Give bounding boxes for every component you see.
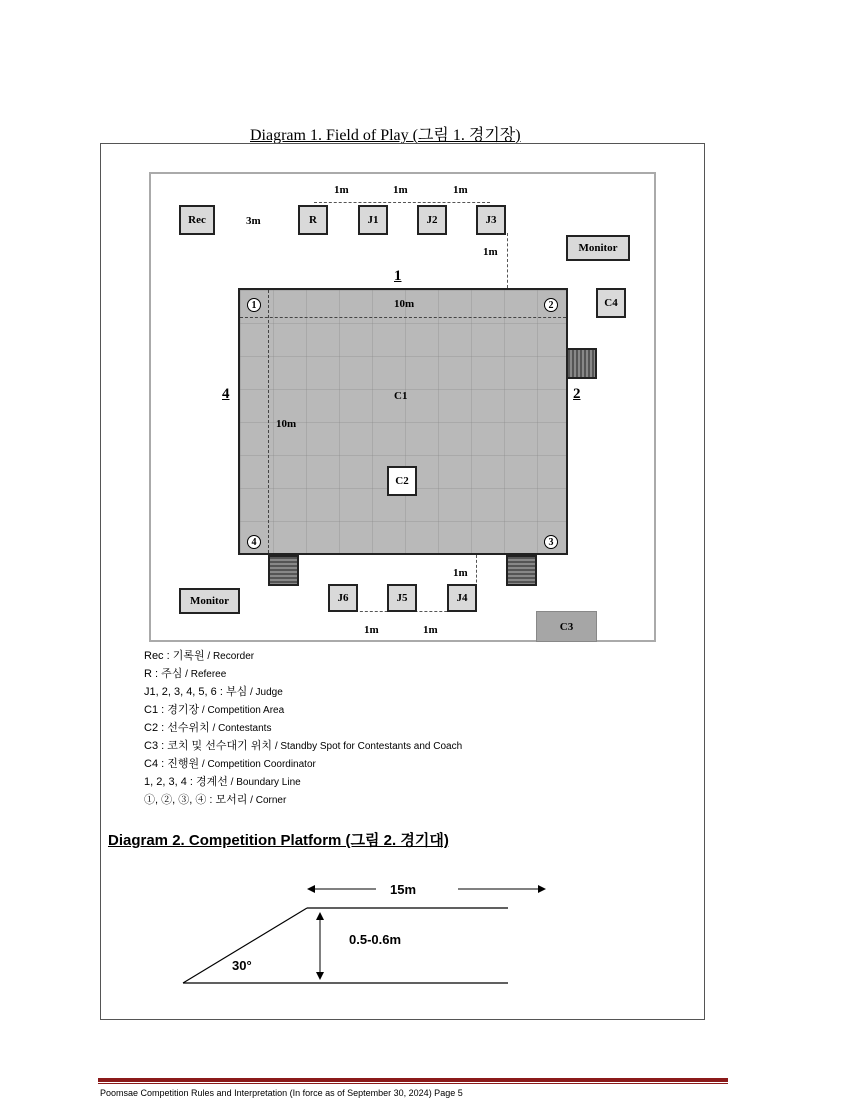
- steps-bottom-right: [506, 555, 537, 586]
- monitor-bottom-box: Monitor: [179, 588, 240, 614]
- legend-item: Rec : 기록원 / Recorder: [144, 650, 255, 662]
- legend-item: J1, 2, 3, 4, 5, 6 : 부심 / Judge: [144, 686, 283, 698]
- monitor-top-box: Monitor: [566, 235, 630, 261]
- j3-distance-1m: 1m: [483, 246, 498, 258]
- legend-item: C3 : 코치 및 선수대기 위치 / Standby Spot for Contestants and Coach: [144, 740, 463, 752]
- area-left-inner-line: [268, 290, 269, 553]
- judge-j2-box: J2: [417, 205, 447, 235]
- bottom-distance-1m-b: 1m: [423, 624, 438, 636]
- judge-j3-box: J3: [476, 205, 506, 235]
- referee-box: R: [298, 205, 328, 235]
- recorder-distance-3m: 3m: [246, 215, 261, 227]
- legend-item: C4 : 진행원 / Competition Coordinator: [144, 758, 316, 770]
- legend-item: C1 : 경기장 / Competition Area: [144, 704, 285, 716]
- top-distance-line: [314, 202, 490, 203]
- corner-2-marker: 2: [544, 298, 558, 312]
- area-height-label: 10m: [276, 418, 297, 430]
- footer-rule: [98, 1078, 728, 1082]
- boundary-label-1: 1: [394, 268, 402, 284]
- j3-distance-line: [507, 233, 508, 288]
- top-distance-1m-a: 1m: [334, 184, 349, 196]
- bottom-distance-1m-a: 1m: [364, 624, 379, 636]
- judge-j1-box: J1: [358, 205, 388, 235]
- platform-angle-label: 30°: [232, 958, 252, 973]
- judge-j6-box: J6: [328, 584, 358, 612]
- corner-4-marker: 4: [247, 535, 261, 549]
- judge-j5-box: J5: [387, 584, 417, 612]
- diagram2-title: Diagram 2. Competition Platform (그림 2. 경기대): [108, 832, 449, 849]
- corner-3-marker: 3: [544, 535, 558, 549]
- footer-text: Poomsae Competition Rules and Interpretation (In force as of September 30, 2024) Page 5: [100, 1088, 463, 1098]
- steps-right: [566, 348, 597, 379]
- platform-width-label: 15m: [390, 882, 417, 897]
- legend-item: 1, 2, 3, 4 : 경계선 / Boundary Line: [144, 776, 301, 788]
- j4-distance-1m: 1m: [453, 567, 468, 579]
- boundary-label-4: 4: [222, 386, 230, 402]
- steps-bottom-left: [268, 555, 299, 586]
- coordinator-c4-box: C4: [596, 288, 626, 318]
- legend-item: R : 주심 / Referee: [144, 668, 227, 680]
- platform-height-label: 0.5-0.6m: [349, 932, 402, 947]
- area-top-inner-line: [240, 317, 566, 318]
- contestant-position-c2: C2: [387, 466, 417, 496]
- top-distance-1m-c: 1m: [453, 184, 468, 196]
- standby-spot-c3: C3: [536, 611, 597, 642]
- judge-j4-box: J4: [447, 584, 477, 612]
- boundary-label-2: 2: [573, 386, 581, 402]
- legend-item: C2 : 선수위치 / Contestants: [144, 722, 272, 734]
- top-distance-1m-b: 1m: [393, 184, 408, 196]
- diagram1-title: Diagram 1. Field of Play (그림 1. 경기장): [250, 127, 521, 144]
- corner-1-marker: 1: [247, 298, 261, 312]
- recorder-box: Rec: [179, 205, 215, 235]
- c1-label: C1: [394, 390, 408, 402]
- area-width-label: 10m: [394, 298, 415, 310]
- footer-rule-thin: [98, 1083, 728, 1084]
- legend-item: ①, ②, ③, ④ : 모서리 / Corner: [144, 794, 287, 806]
